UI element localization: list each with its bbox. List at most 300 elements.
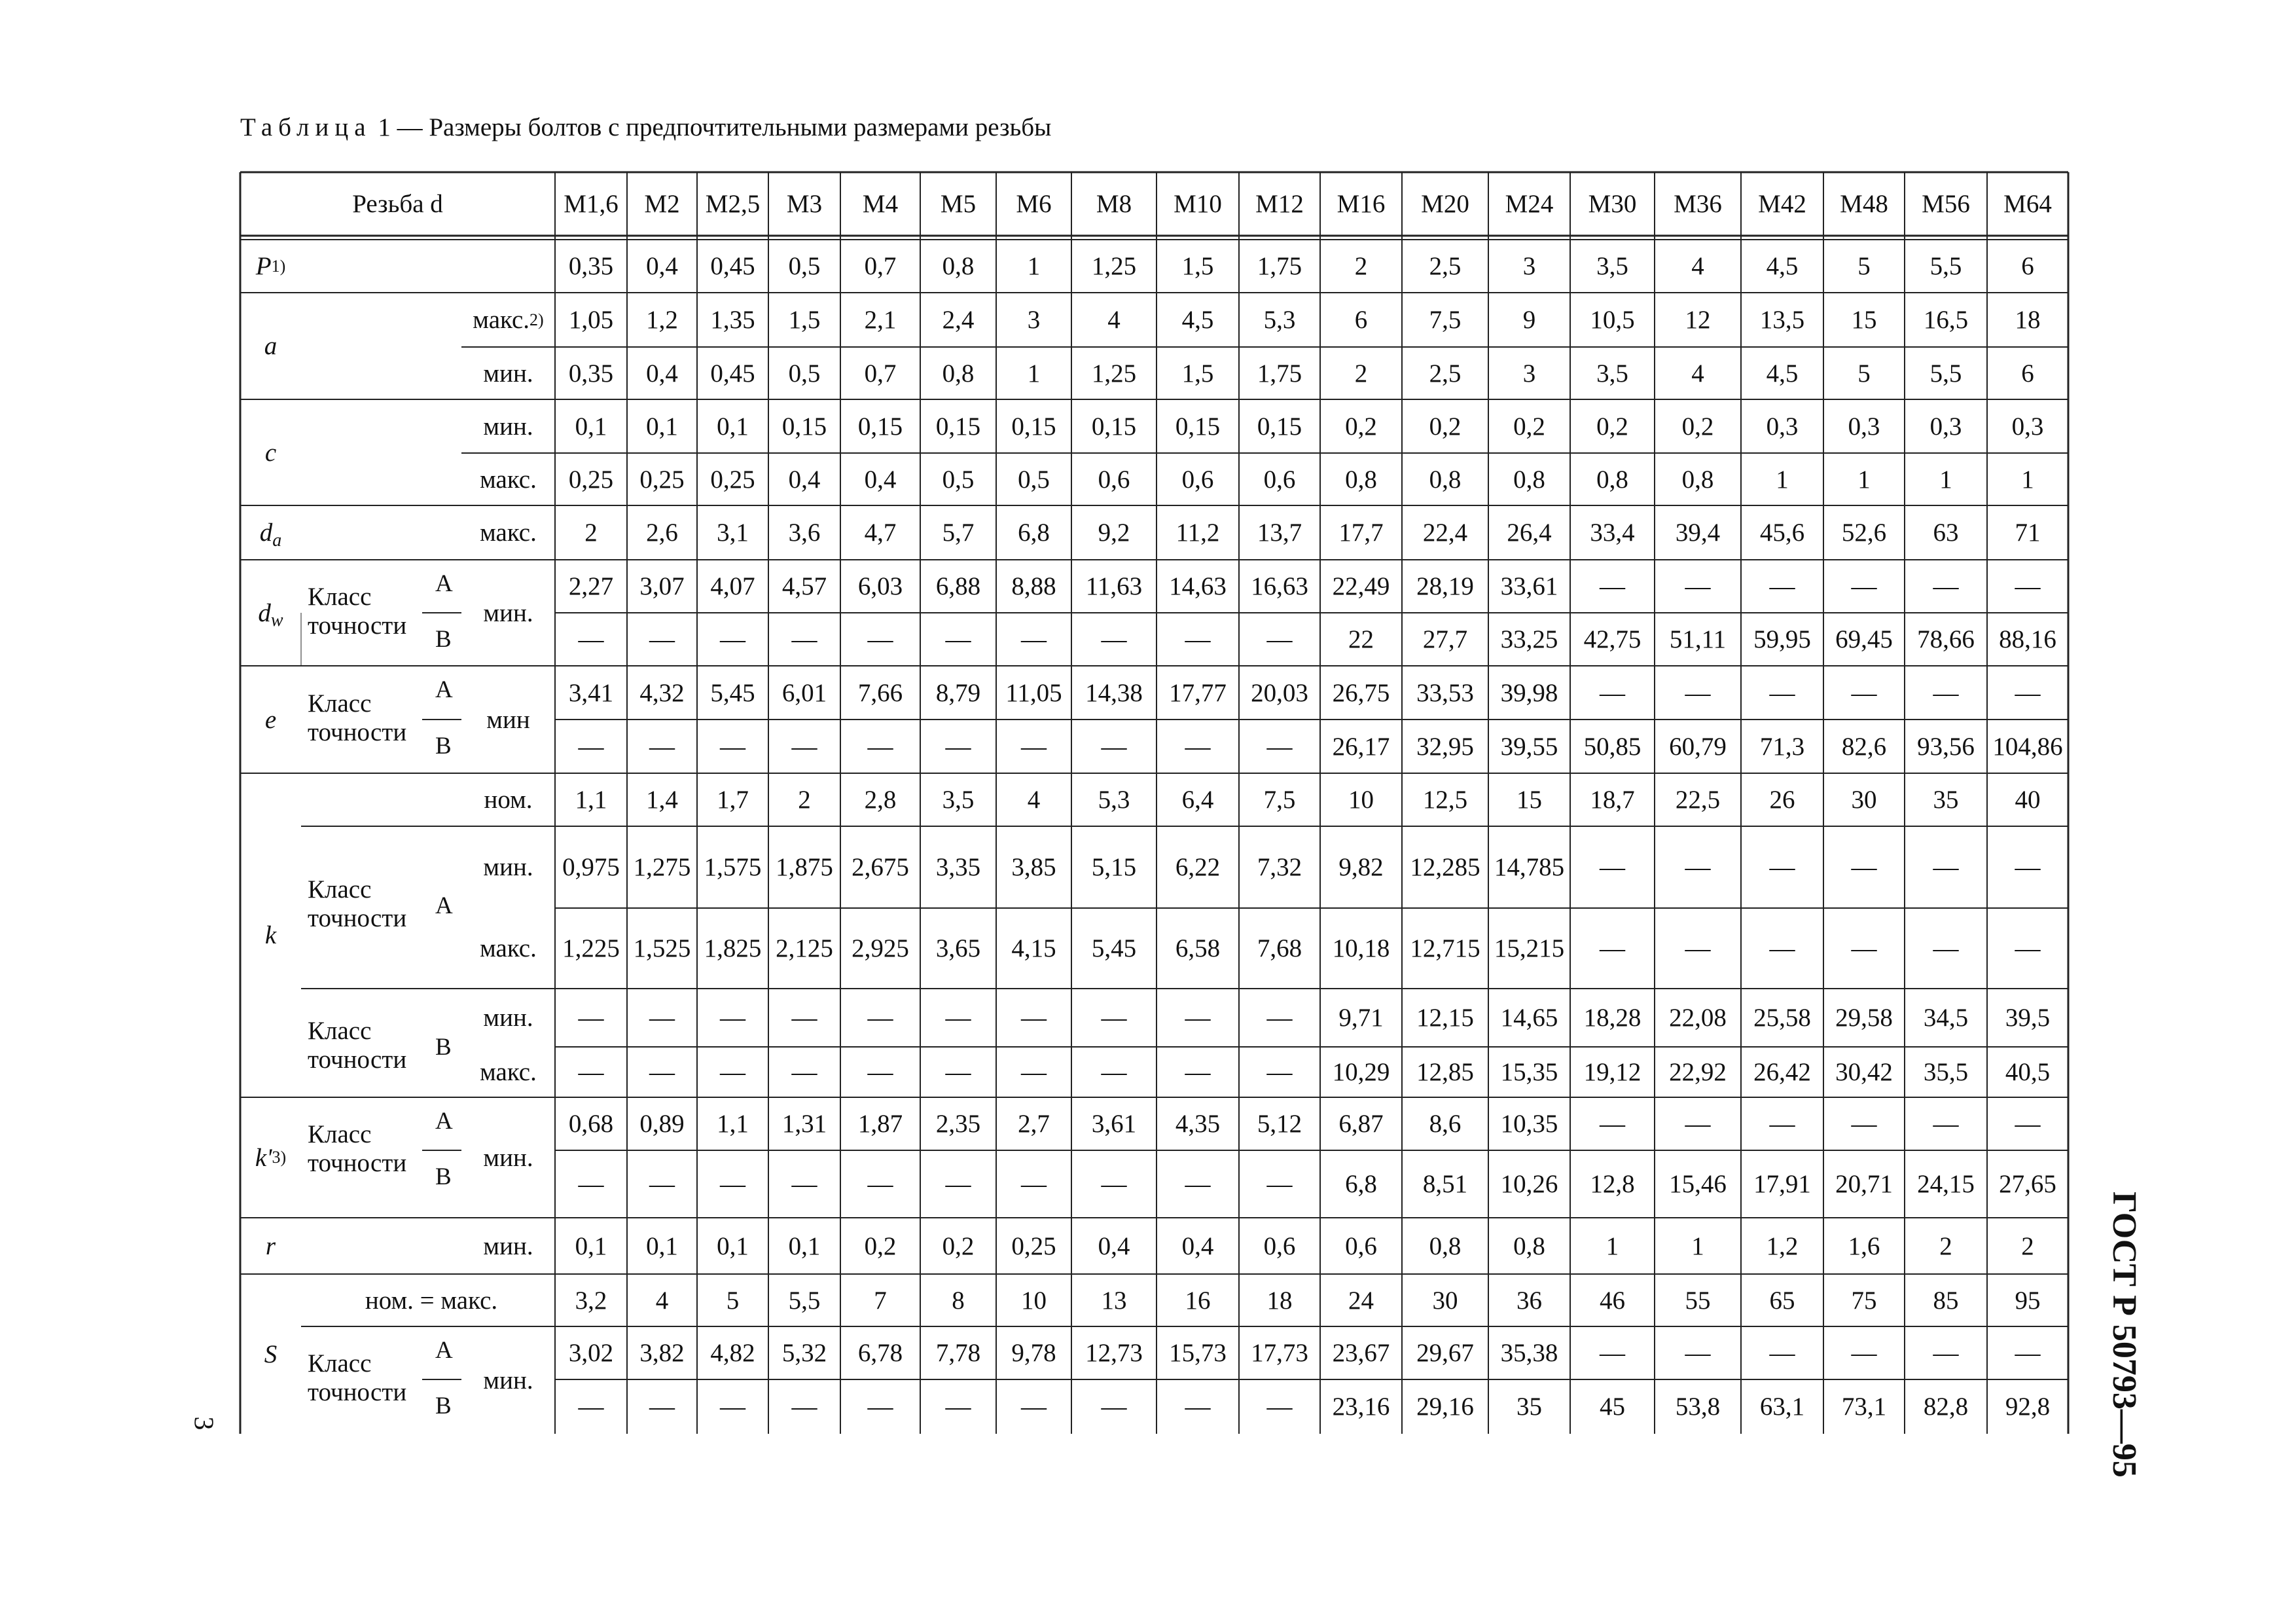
column-header-M48: M48 bbox=[1840, 190, 1888, 218]
c-min-value: 0,15 bbox=[781, 412, 827, 441]
a-min-value: 2,5 bbox=[1429, 359, 1462, 388]
s-A-value: — bbox=[1769, 1339, 1795, 1367]
c-max-value: 1 bbox=[1857, 465, 1871, 494]
c-max-value: 0,4 bbox=[788, 465, 821, 494]
e-B-value: — bbox=[578, 732, 604, 761]
dw-B-value: — bbox=[867, 625, 893, 653]
k-A-max-value: 1,825 bbox=[704, 934, 762, 962]
k-B-max-value: — bbox=[720, 1058, 745, 1086]
P-value: 0,4 bbox=[646, 252, 678, 280]
row-symbol-S: S bbox=[264, 1340, 278, 1368]
s-A-value: 4,82 bbox=[710, 1339, 755, 1367]
r-min-value: 0,1 bbox=[788, 1231, 821, 1260]
da-max-value: 2 bbox=[584, 519, 598, 547]
kp-A-value: 2,35 bbox=[935, 1110, 981, 1138]
k-B-min-value: — bbox=[791, 1004, 817, 1032]
k-nom-value: 3,5 bbox=[942, 786, 975, 814]
kp-A-value: 0,68 bbox=[568, 1110, 614, 1138]
row-symbol-k-prime: k' 3) bbox=[255, 1143, 287, 1172]
s-A-value: 35,38 bbox=[1500, 1339, 1558, 1367]
k-B-min-value: — bbox=[1101, 1004, 1127, 1032]
k-B-min-value: — bbox=[1021, 1004, 1047, 1032]
r-min-value: 2 bbox=[1939, 1231, 1952, 1260]
da-max-value: 63 bbox=[1933, 519, 1959, 547]
s-B-value: 63,1 bbox=[1759, 1393, 1805, 1421]
a-min-value: 0,45 bbox=[710, 359, 755, 388]
r-min-value: 0,4 bbox=[1098, 1231, 1130, 1260]
qualifier-max: макс. bbox=[480, 465, 537, 494]
k-A-max-value: — bbox=[1851, 934, 1877, 962]
k-A-max-value: 7,68 bbox=[1257, 934, 1302, 962]
s-nom-value: 85 bbox=[1933, 1286, 1959, 1315]
k-A-min-value: 12,285 bbox=[1410, 853, 1480, 881]
s-A-value: — bbox=[1600, 1339, 1625, 1367]
c-max-value: 0,25 bbox=[639, 465, 685, 494]
dw-A-value: — bbox=[1933, 572, 1959, 600]
a-max-value: 1,05 bbox=[568, 306, 614, 334]
k-nom-value: 2 bbox=[798, 786, 811, 814]
k-B-max-value: — bbox=[1021, 1058, 1047, 1086]
a-min-value: 4,5 bbox=[1766, 359, 1799, 388]
s-nom-value: 4 bbox=[655, 1286, 669, 1315]
column-header-M56: M56 bbox=[1922, 190, 1970, 218]
P-value: 5,5 bbox=[1929, 252, 1962, 280]
s-A-value: 15,73 bbox=[1169, 1339, 1227, 1367]
s-nom-value: 3,2 bbox=[575, 1286, 607, 1315]
a-max-value: 9 bbox=[1522, 306, 1536, 334]
k-A-min-value: — bbox=[2015, 853, 2041, 881]
s-A-value: 9,78 bbox=[1011, 1339, 1056, 1367]
k-B-max-value: — bbox=[1101, 1058, 1127, 1086]
k-B-max-value: 40,5 bbox=[2005, 1058, 2051, 1086]
e-A-value: 4,32 bbox=[639, 678, 685, 707]
c-max-value: 0,5 bbox=[942, 465, 975, 494]
dw-B-value: — bbox=[1266, 625, 1293, 653]
a-min-value: 5 bbox=[1857, 359, 1871, 388]
s-B-value: 29,16 bbox=[1416, 1393, 1474, 1421]
c-max-value: 0,25 bbox=[568, 465, 614, 494]
dw-B-value: 88,16 bbox=[1999, 625, 2056, 653]
s-B-value: — bbox=[945, 1393, 971, 1421]
da-max-value: 3,1 bbox=[717, 519, 749, 547]
dw-A-value: 33,61 bbox=[1500, 572, 1558, 600]
e-A-value: 17,77 bbox=[1169, 678, 1227, 707]
k-B-max-value: 30,42 bbox=[1835, 1058, 1893, 1086]
dw-A-value: 22,49 bbox=[1332, 572, 1390, 600]
s-A-value: — bbox=[1933, 1339, 1959, 1367]
kp-A-value: 6,87 bbox=[1338, 1110, 1384, 1138]
qualifier-min: мин. bbox=[483, 359, 533, 388]
column-header-M16: M16 bbox=[1336, 190, 1386, 218]
row-symbol-c: c bbox=[264, 438, 277, 467]
kp-B-value: 15,46 bbox=[1669, 1170, 1727, 1198]
P-value: 1,5 bbox=[1181, 252, 1214, 280]
k-A-min-value: 14,785 bbox=[1494, 853, 1565, 881]
k-B-min-value: 12,15 bbox=[1416, 1004, 1474, 1032]
da-max-value: 17,7 bbox=[1338, 519, 1384, 547]
kp-B-value: — bbox=[578, 1170, 604, 1198]
e-A-value: 7,66 bbox=[857, 678, 903, 707]
c-min-value: 0,15 bbox=[935, 412, 981, 441]
kp-B-value: — bbox=[1185, 1170, 1211, 1198]
k-B-max-value: 15,35 bbox=[1500, 1058, 1558, 1086]
k-A-max-value: 10,18 bbox=[1332, 934, 1390, 962]
s-B-value: 92,8 bbox=[2005, 1393, 2051, 1421]
k-B-min-value: — bbox=[1185, 1004, 1211, 1032]
kp-A-value: — bbox=[1933, 1110, 1959, 1138]
dw-A-value: — bbox=[1769, 572, 1795, 600]
r-min-value: 2 bbox=[2021, 1231, 2034, 1260]
e-A-value: 39,98 bbox=[1500, 678, 1558, 707]
k-B-max-value: 22,92 bbox=[1669, 1058, 1727, 1086]
k-A-max-value: 1,525 bbox=[633, 934, 691, 962]
column-header-M36: M36 bbox=[1674, 190, 1722, 218]
k-A-max-value: 3,65 bbox=[935, 934, 981, 962]
e-B-value: 32,95 bbox=[1416, 732, 1474, 761]
c-min-value: 0,2 bbox=[1429, 412, 1462, 441]
s-B-value: — bbox=[791, 1393, 817, 1421]
k-nom-value: 6,4 bbox=[1181, 786, 1214, 814]
k-A-min-value: — bbox=[1933, 853, 1959, 881]
dw-class-B: В bbox=[435, 626, 452, 653]
column-header-M42: M42 bbox=[1758, 190, 1806, 218]
c-max-value: 0,8 bbox=[1345, 465, 1377, 494]
a-min-value: 0,7 bbox=[864, 359, 897, 388]
kp-B-value: 6,8 bbox=[1345, 1170, 1377, 1198]
k-A-min-value: — bbox=[1600, 853, 1625, 881]
s-B-value: — bbox=[1101, 1393, 1127, 1421]
c-min-value: 0,15 bbox=[857, 412, 903, 441]
kprime-class-B: В bbox=[435, 1163, 452, 1190]
P-value: 6 bbox=[2021, 252, 2034, 280]
k-A-max-value: 2,925 bbox=[852, 934, 909, 962]
s-nom-value: 5 bbox=[726, 1286, 740, 1315]
k-A-max-value: 1,225 bbox=[562, 934, 620, 962]
kp-B-value: — bbox=[945, 1170, 971, 1198]
s-A-value: 3,02 bbox=[568, 1339, 614, 1367]
kp-A-value: — bbox=[1851, 1110, 1877, 1138]
k-A-min-value: 6,22 bbox=[1175, 853, 1221, 881]
s-nom-value: 65 bbox=[1769, 1286, 1795, 1315]
dw-B-value: 69,45 bbox=[1835, 625, 1893, 653]
s-class-B: В bbox=[435, 1393, 452, 1419]
dw-B-value: — bbox=[945, 625, 971, 653]
da-max-value: 4,7 bbox=[864, 519, 897, 547]
s-nom-value: 75 bbox=[1851, 1286, 1877, 1315]
dw-A-value: 14,63 bbox=[1169, 572, 1227, 600]
k-A-max-value: 5,45 bbox=[1091, 934, 1137, 962]
r-min-value: 0,8 bbox=[1513, 1231, 1545, 1260]
r-min-value: 1 bbox=[1605, 1231, 1619, 1260]
k-nom-value: 1,7 bbox=[717, 786, 749, 814]
a-max-value: 2,1 bbox=[864, 306, 897, 334]
k-B-max-value: — bbox=[578, 1058, 604, 1086]
a-max-value: 13,5 bbox=[1759, 306, 1805, 334]
c-max-value: 0,6 bbox=[1181, 465, 1214, 494]
c-max-value: 0,6 bbox=[1263, 465, 1296, 494]
e-A-value: 26,75 bbox=[1332, 678, 1390, 707]
a-max-value: 7,5 bbox=[1429, 306, 1462, 334]
e-A-value: 3,41 bbox=[568, 678, 614, 707]
c-max-value: 0,5 bbox=[1018, 465, 1050, 494]
s-nom-value: 10 bbox=[1021, 1286, 1047, 1315]
c-min-value: 0,15 bbox=[1175, 412, 1221, 441]
c-max-value: 0,8 bbox=[1513, 465, 1545, 494]
s-B-value: 23,16 bbox=[1332, 1393, 1390, 1421]
s-A-value: 7,78 bbox=[935, 1339, 981, 1367]
k-A-min-value: 3,35 bbox=[935, 853, 981, 881]
s-B-value: — bbox=[720, 1393, 745, 1421]
s-B-value: — bbox=[1185, 1393, 1211, 1421]
a-min-value: 3,5 bbox=[1596, 359, 1628, 388]
k-nom-value: 5,3 bbox=[1098, 786, 1130, 814]
c-max-value: 0,4 bbox=[864, 465, 897, 494]
e-class-B: В bbox=[435, 733, 452, 759]
a-max-value: 4,5 bbox=[1181, 306, 1214, 334]
column-header-M64: M64 bbox=[2003, 190, 2052, 218]
kp-A-value: 5,12 bbox=[1257, 1110, 1302, 1138]
dw-A-value: 4,57 bbox=[781, 572, 827, 600]
e-B-value: — bbox=[791, 732, 817, 761]
a-max-value: 16,5 bbox=[1923, 306, 1969, 334]
c-min-value: 0,15 bbox=[1011, 412, 1056, 441]
e-B-value: — bbox=[1021, 732, 1047, 761]
k-nom-value: 12,5 bbox=[1422, 786, 1468, 814]
kp-A-value: — bbox=[1600, 1110, 1625, 1138]
caption-text: 1 — Размеры болтов с предпочтительными размерами резьбы bbox=[371, 113, 1052, 141]
k-A-min-value: 7,32 bbox=[1257, 853, 1302, 881]
k-accuracy-class-B-label: Класс точности bbox=[308, 1017, 407, 1074]
a-min-value: 0,5 bbox=[788, 359, 821, 388]
e-B-value: — bbox=[1266, 732, 1293, 761]
c-min-value: 0,2 bbox=[1513, 412, 1545, 441]
k-A-min-value: 1,875 bbox=[776, 853, 833, 881]
k-B-min-value: — bbox=[578, 1004, 604, 1032]
c-min-value: 0,15 bbox=[1091, 412, 1137, 441]
s-B-value: 45 bbox=[1600, 1393, 1625, 1421]
s-A-value: 29,67 bbox=[1416, 1339, 1474, 1367]
dw-B-value: 59,95 bbox=[1753, 625, 1811, 653]
e-A-value: 6,01 bbox=[781, 678, 827, 707]
r-min-value: 0,2 bbox=[864, 1231, 897, 1260]
k-A-max-value: — bbox=[1769, 934, 1795, 962]
e-A-value: — bbox=[2015, 678, 2041, 707]
k-A-min-value: 1,575 bbox=[704, 853, 762, 881]
c-min-value: 0,1 bbox=[717, 412, 749, 441]
k-A-min-value: 3,85 bbox=[1011, 853, 1056, 881]
k-A-max-value: — bbox=[1685, 934, 1711, 962]
dw-B-value: — bbox=[1185, 625, 1211, 653]
P-value: 1,75 bbox=[1257, 252, 1302, 280]
column-header-M3: M3 bbox=[786, 190, 823, 218]
column-header-M2: M2 bbox=[644, 190, 680, 218]
c-min-value: 0,1 bbox=[646, 412, 678, 441]
s-nom-value: 95 bbox=[2015, 1286, 2041, 1315]
e-A-value: 8,79 bbox=[935, 678, 981, 707]
kp-A-value: 1,1 bbox=[717, 1110, 749, 1138]
r-min-value: 0,6 bbox=[1263, 1231, 1296, 1260]
kp-B-value: 24,15 bbox=[1917, 1170, 1975, 1198]
a-min-value: 6 bbox=[2021, 359, 2034, 388]
k-A-max-value: — bbox=[2015, 934, 2041, 962]
e-class-A: А bbox=[435, 676, 453, 703]
P-value: 1 bbox=[1027, 252, 1041, 280]
da-max-value: 9,2 bbox=[1098, 519, 1130, 547]
e-A-value: 33,53 bbox=[1416, 678, 1474, 707]
k-A-min-value: — bbox=[1685, 853, 1711, 881]
kp-B-value: — bbox=[720, 1170, 745, 1198]
qualifier-min: мин. bbox=[483, 1231, 533, 1260]
kp-A-value: 4,35 bbox=[1175, 1110, 1221, 1138]
s-nom-value: 24 bbox=[1348, 1286, 1374, 1315]
row-symbol-da: d a bbox=[259, 519, 282, 551]
qualifier-min: мин. bbox=[483, 1004, 533, 1032]
s-A-value: 6,78 bbox=[857, 1339, 903, 1367]
c-min-value: 0,3 bbox=[2011, 412, 2044, 441]
P-value: 1,25 bbox=[1091, 252, 1137, 280]
k-A-min-value: 0,975 bbox=[562, 853, 620, 881]
dw-B-value: 27,7 bbox=[1422, 625, 1468, 653]
P-value: 2 bbox=[1354, 252, 1368, 280]
a-max-value: 3 bbox=[1027, 306, 1041, 334]
s-A-value: 12,73 bbox=[1085, 1339, 1143, 1367]
s-B-value: 35 bbox=[1516, 1393, 1542, 1421]
c-min-value: 0,1 bbox=[575, 412, 607, 441]
k-nom-value: 10 bbox=[1348, 786, 1374, 814]
P-value: 0,45 bbox=[710, 252, 755, 280]
e-A-value: 20,03 bbox=[1251, 678, 1308, 707]
a-min-value: 1,75 bbox=[1257, 359, 1302, 388]
r-min-value: 0,1 bbox=[646, 1231, 678, 1260]
k-nom-value: 35 bbox=[1933, 786, 1959, 814]
k-B-min-value: 29,58 bbox=[1835, 1004, 1893, 1032]
a-max-value: 12 bbox=[1685, 306, 1711, 334]
column-header-M24: M24 bbox=[1505, 190, 1554, 218]
s-nom-value: 18 bbox=[1266, 1286, 1293, 1315]
c-max-value: 0,8 bbox=[1596, 465, 1628, 494]
k-B-min-value: 22,08 bbox=[1669, 1004, 1727, 1032]
s-B-value: — bbox=[1021, 1393, 1047, 1421]
e-B-value: 60,79 bbox=[1669, 732, 1727, 761]
dw-A-value: 6,03 bbox=[857, 572, 903, 600]
k-A-min-value: 5,15 bbox=[1091, 853, 1137, 881]
dw-A-value: 8,88 bbox=[1011, 572, 1056, 600]
s-nom-value: 8 bbox=[952, 1286, 965, 1315]
k-B-min-value: 9,71 bbox=[1338, 1004, 1384, 1032]
dw-A-value: — bbox=[1851, 572, 1877, 600]
k-B-max-value: 10,29 bbox=[1332, 1058, 1390, 1086]
e-B-value: — bbox=[945, 732, 971, 761]
k-nom-value: 26 bbox=[1769, 786, 1795, 814]
dw-B-value: 78,66 bbox=[1917, 625, 1975, 653]
a-max-value: 2,4 bbox=[942, 306, 975, 334]
dw-A-value: 3,07 bbox=[639, 572, 685, 600]
dw-A-value: 6,88 bbox=[935, 572, 981, 600]
P-value: 0,7 bbox=[864, 252, 897, 280]
kp-A-value: 1,31 bbox=[781, 1110, 827, 1138]
a-max-value: 5,3 bbox=[1263, 306, 1296, 334]
dw-A-value: 28,19 bbox=[1416, 572, 1474, 600]
a-max-value: 4 bbox=[1107, 306, 1121, 334]
s-qualifier-min: мин. bbox=[483, 1366, 533, 1395]
kp-A-value: 10,35 bbox=[1500, 1110, 1558, 1138]
qualifier-max: макс. bbox=[480, 934, 537, 962]
column-header-M4: M4 bbox=[862, 190, 899, 218]
column-header-M6: M6 bbox=[1016, 190, 1052, 218]
k-accuracy-class-A-label: Класс точности bbox=[308, 875, 407, 932]
dw-class-A: А bbox=[435, 570, 453, 597]
k-B-max-value: 35,5 bbox=[1923, 1058, 1969, 1086]
P-value: 3,5 bbox=[1596, 252, 1628, 280]
a-min-value: 0,4 bbox=[646, 359, 678, 388]
kp-B-value: — bbox=[791, 1170, 817, 1198]
qualifier-nom: ном. bbox=[484, 786, 533, 814]
s-B-value: 53,8 bbox=[1675, 1393, 1721, 1421]
k-nom-value: 1,4 bbox=[646, 786, 678, 814]
dw-A-value: — bbox=[1600, 572, 1625, 600]
kp-B-value: — bbox=[1021, 1170, 1047, 1198]
c-min-value: 0,15 bbox=[1257, 412, 1302, 441]
dw-B-value: — bbox=[791, 625, 817, 653]
k-A-max-value: — bbox=[1933, 934, 1959, 962]
e-B-value: 93,56 bbox=[1917, 732, 1975, 761]
da-max-value: 26,4 bbox=[1507, 519, 1552, 547]
kp-A-value: 1,87 bbox=[857, 1110, 903, 1138]
a-min-value: 1,5 bbox=[1181, 359, 1214, 388]
r-min-value: 1 bbox=[1691, 1231, 1704, 1260]
k-A-max-value: 2,125 bbox=[776, 934, 833, 962]
k-class-A: А bbox=[435, 892, 453, 919]
s-nom-value: 36 bbox=[1516, 1286, 1542, 1315]
k-A-min-value: 9,82 bbox=[1338, 853, 1384, 881]
kp-B-value: — bbox=[1266, 1170, 1293, 1198]
c-max-value: 0,8 bbox=[1681, 465, 1714, 494]
c-min-value: 0,2 bbox=[1345, 412, 1377, 441]
a-max-value: 1,2 bbox=[646, 306, 678, 334]
k-B-max-value: — bbox=[1266, 1058, 1293, 1086]
dw-B-value: 51,11 bbox=[1669, 625, 1727, 653]
s-A-value: 3,82 bbox=[639, 1339, 685, 1367]
e-B-value: 26,17 bbox=[1332, 732, 1390, 761]
c-min-value: 0,3 bbox=[1848, 412, 1880, 441]
a-min-value: 3 bbox=[1522, 359, 1536, 388]
dw-B-value: — bbox=[1101, 625, 1127, 653]
da-max-value: 71 bbox=[2015, 519, 2041, 547]
k-B-min-value: — bbox=[1266, 1004, 1293, 1032]
k-nom-value: 4 bbox=[1027, 786, 1041, 814]
kp-B-value: — bbox=[1101, 1170, 1127, 1198]
e-B-value: 104,86 bbox=[1992, 732, 2063, 761]
kp-A-value: 8,6 bbox=[1429, 1110, 1462, 1138]
r-min-value: 0,1 bbox=[717, 1231, 749, 1260]
dw-B-value: — bbox=[578, 625, 604, 653]
qualifier-max: макс. 2) bbox=[473, 306, 544, 334]
a-max-value: 1,35 bbox=[710, 306, 755, 334]
dw-A-value: 2,27 bbox=[568, 572, 614, 600]
k-B-min-value: 25,58 bbox=[1753, 1004, 1811, 1032]
dw-B-value: 33,25 bbox=[1500, 625, 1558, 653]
qualifier-max: макс. bbox=[480, 519, 537, 547]
e-A-value: 5,45 bbox=[710, 678, 755, 707]
k-B-max-value: — bbox=[1185, 1058, 1211, 1086]
k-B-max-value: 12,85 bbox=[1416, 1058, 1474, 1086]
kp-B-value: 17,91 bbox=[1753, 1170, 1811, 1198]
kprime-accuracy-class-label: Класс точности bbox=[308, 1120, 407, 1177]
s-A-value: 5,32 bbox=[781, 1339, 827, 1367]
row-symbol-a: a bbox=[264, 332, 278, 360]
P-value: 0,35 bbox=[568, 252, 614, 280]
s-nom-value: 5,5 bbox=[788, 1286, 821, 1315]
